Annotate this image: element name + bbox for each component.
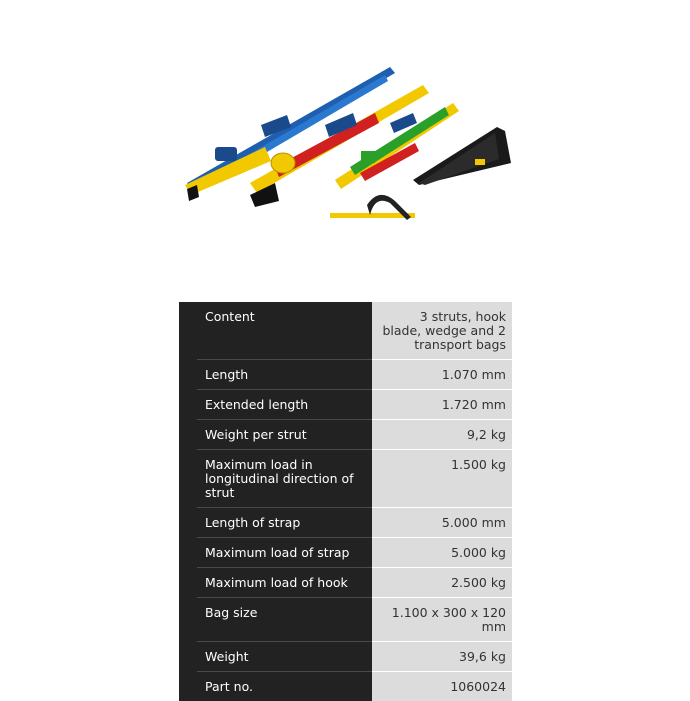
hook-blade [330,195,415,220]
spec-value: 3 struts, hook blade, wedge and 2 transport bags [372,302,512,360]
spec-row-gap [179,360,197,390]
product-photo [175,55,515,240]
spec-label: Length [197,360,372,390]
spec-row-gap [179,672,197,701]
spec-row-gap [179,450,197,508]
spec-label: Weight per strut [197,420,372,450]
spec-label: Length of strap [197,508,372,538]
spec-label: Part no. [197,672,372,701]
spec-value: 1060024 [372,672,512,701]
spec-value: 1.720 mm [372,390,512,420]
spec-row [179,360,512,390]
spec-label: Maximum load of hook [197,568,372,598]
spec-row-gap [179,508,197,538]
spec-label: Maximum load in longitudinal direction of strut [197,450,372,508]
spec-label: Content [197,302,372,360]
spec-label: Weight [197,642,372,672]
spec-row-gap [179,568,197,598]
spec-row [179,390,512,420]
spec-row [179,508,512,538]
spec-row-gap [179,302,197,360]
spec-value: 5.000 kg [372,538,512,568]
spec-row-gap [179,420,197,450]
spec-label: Extended length [197,390,372,420]
spec-value: 2.500 kg [372,568,512,598]
spec-table [179,302,512,701]
spec-value: 1.100 x 300 x 120 mm [372,598,512,642]
strut-blue [185,67,395,201]
spec-value: 39,6 kg [372,642,512,672]
spec-value: 1.500 kg [372,450,512,508]
spec-row-gap [179,390,197,420]
spec-value: 5.000 mm [372,508,512,538]
spec-label: Bag size [197,598,372,642]
spec-row [179,598,512,642]
spec-row [179,302,512,360]
spec-row-gap [179,642,197,672]
spec-row [179,568,512,598]
spec-value: 1.070 mm [372,360,512,390]
spec-row [179,642,512,672]
spec-row [179,450,512,508]
spec-value: 9,2 kg [372,420,512,450]
spec-row [179,672,512,701]
spec-row [179,420,512,450]
spec-row [179,538,512,568]
spec-row-gap [179,538,197,568]
spec-row-gap [179,598,197,642]
wedge [413,127,511,185]
spec-label: Maximum load of strap [197,538,372,568]
